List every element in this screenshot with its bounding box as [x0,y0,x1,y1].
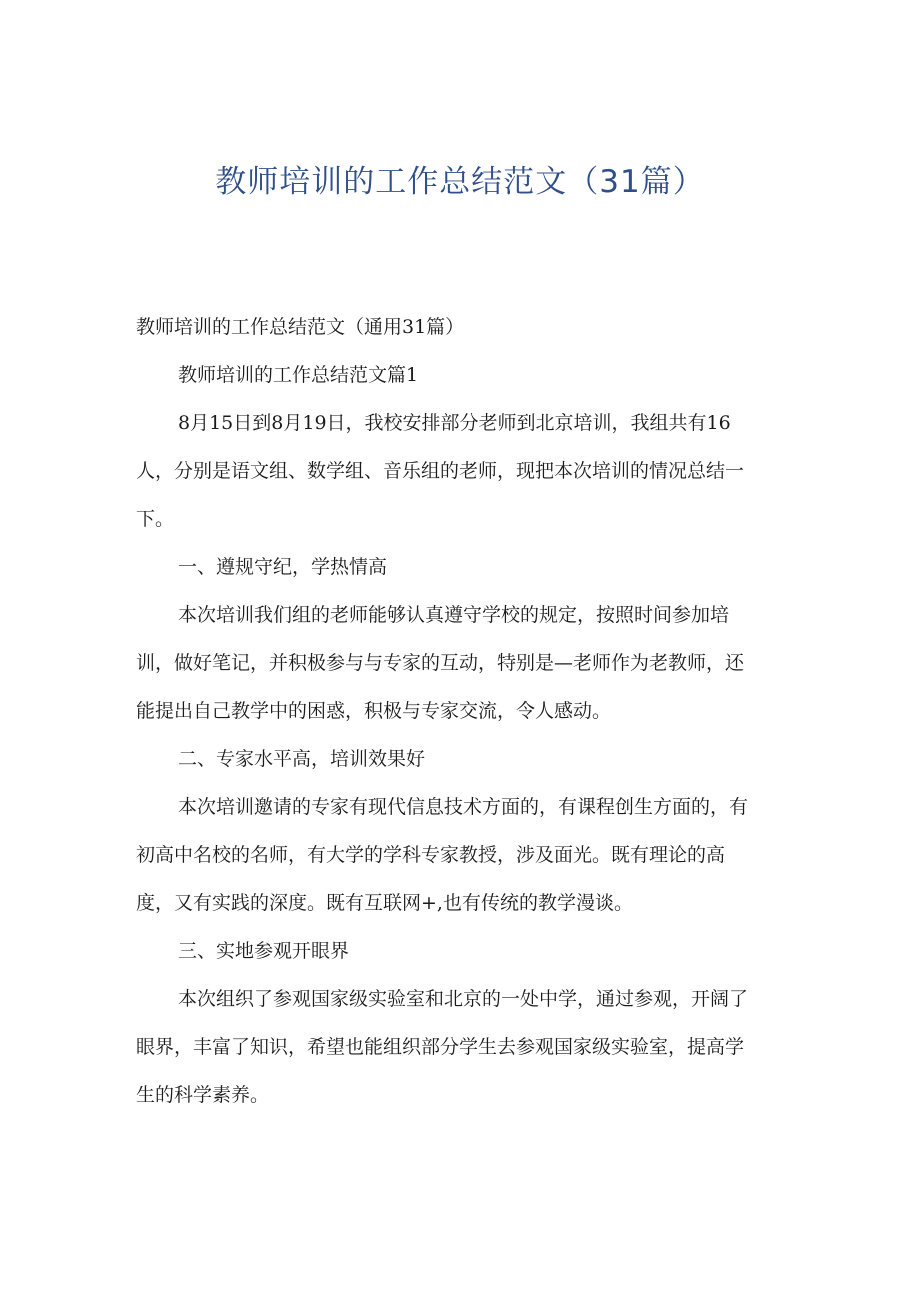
subtitle-line: 教师培训的工作总结范文（通用31篇） [136,316,465,338]
paragraph-line: 8月15日到8月19日，我校安排部分老师到北京培训，我组共有16 [178,412,731,434]
paragraph-line: 人，分别是语文组、数学组、音乐组的老师，现把本次培训的情况总结一 [136,460,745,482]
paragraph-line: 度，又有实践的深度。既有互联网+,也有传统的教学漫谈。 [136,892,633,914]
paragraph-line: 眼界，丰富了知识，希望也能组织部分学生去参观国家级实验室，提高学 [136,1036,745,1058]
paragraph-line: 本次组织了参观国家级实验室和北京的一处中学，通过参观，开阔了 [178,988,749,1010]
paragraph-line: 能提出自己教学中的困惑，积极与专家交流，令人感动。 [136,700,612,722]
paragraph-line: 下。 [136,508,175,530]
subheading-2: 二、专家水平高，培训效果好 [178,748,426,770]
section-heading: 教师培训的工作总结范文篇1 [178,364,419,386]
subheading-1: 一、遵规守纪，学热情高 [178,556,388,578]
paragraph-line: 本次培训邀请的专家有现代信息技术方面的，有课程创生方面的，有 [178,796,749,818]
document-body [136,303,796,1119]
paragraph-line: 初高中名校的名师，有大学的学科专家教授，涉及面光。既有理论的高 [136,844,726,866]
document-title: 教师培训的工作总结范文（31篇） [215,164,705,200]
paragraph-line: 本次培训我们组的老师能够认真遵守学校的规定，按照时间参加培 [178,604,730,626]
paragraph-line: 生的科学素养。 [136,1084,270,1106]
subheading-3: 三、实地参观开眼界 [178,940,350,962]
paragraph-line: 训，做好笔记，并积极参与与专家的互动，特别是—老师作为老教师，还 [136,652,745,674]
